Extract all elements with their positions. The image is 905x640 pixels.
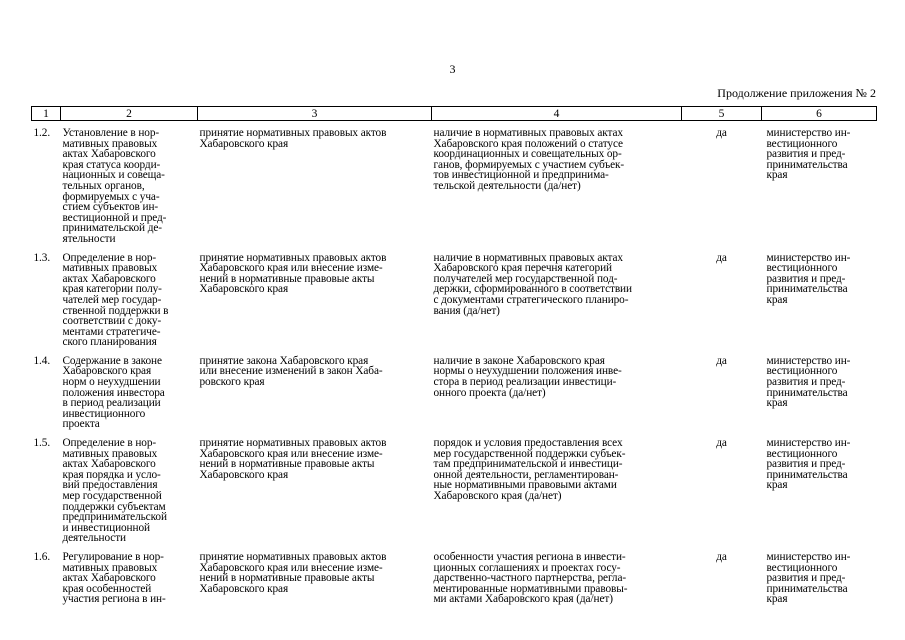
cell-line: дарственно-частного партнерства, регла- xyxy=(433,572,627,585)
cell-line: нормы о неухудшении положения инве- xyxy=(433,365,622,378)
cell-line: вания (да/нет) xyxy=(433,304,500,317)
cell-line: мативных правовых xyxy=(62,447,158,460)
implementation-method xyxy=(198,356,432,438)
cell-line: мер государственной поддержки субъек- xyxy=(433,447,626,460)
cell-line: развития и пред- xyxy=(766,572,846,585)
indicator-value: да xyxy=(716,550,727,563)
cell-line: принимательства xyxy=(766,158,848,171)
cell-line: Определение в нор- xyxy=(62,437,157,450)
implementation-method xyxy=(198,552,432,613)
header-col-1: 1 xyxy=(32,107,61,121)
cell-line: ми актами Хабаровского края (да/нет) xyxy=(433,593,613,606)
cell-line: нений в нормативные правовые акты xyxy=(199,572,375,585)
cell-line: принимательства xyxy=(766,283,848,296)
cell-line: соответствии с доку- xyxy=(62,315,162,328)
cell-line: стием субъектов ин- xyxy=(62,201,159,214)
table-row xyxy=(32,121,877,253)
indicator-value: да xyxy=(716,127,727,139)
implementation-method xyxy=(198,121,432,253)
cell-line: нений в нормативные правовые акты xyxy=(199,272,375,285)
cell-line: наличие в нормативных правовых актах xyxy=(433,251,623,264)
cell-line: принятие нормативных правовых актов xyxy=(199,550,387,563)
cell-line: чателей мер государ- xyxy=(62,293,162,306)
cell-line: ского планирования xyxy=(62,336,157,349)
responsible-body xyxy=(762,438,877,552)
measure-description xyxy=(61,121,198,253)
cell-line: стора в период реализации инвестици- xyxy=(433,376,617,389)
cell-line: принятие закона Хабаровского края xyxy=(199,354,369,367)
cell-line: Хабаровского края xyxy=(199,468,289,481)
row-number: 1.5. xyxy=(33,437,51,450)
cell-line: деятельности xyxy=(62,532,126,545)
cell-line: или внесение изменений в закон Хаба- xyxy=(199,365,383,378)
cell-line: поддержки субъектам xyxy=(62,500,166,513)
cell-line: получателей мер государственной под- xyxy=(433,272,618,285)
cell-line: онной деятельности, регламентирован- xyxy=(433,468,619,481)
table-body xyxy=(32,121,877,613)
cell-line: актах Хабаровского xyxy=(62,272,156,285)
cell-line: там предпринимательской и инвестици- xyxy=(433,458,623,471)
cell-line: Хабаровского края xyxy=(199,137,289,150)
cell-line: министерство ин- xyxy=(766,127,851,139)
cell-line: края порядка и усло- xyxy=(62,468,161,481)
cell-line: Хабаровского края перечня категорий xyxy=(433,262,612,275)
cell-line: особенности участия региона в инвести- xyxy=(433,550,626,563)
cell-line: края xyxy=(766,169,788,182)
cell-line: ционных соглашениях и проектах госу- xyxy=(433,561,621,574)
cell-line: координационных и совещательных ор- xyxy=(433,148,622,161)
cell-line: принимательской де- xyxy=(62,222,162,235)
indicator xyxy=(432,356,682,438)
responsible-body xyxy=(762,356,877,438)
cell-line: края особенностей xyxy=(62,582,152,595)
row-number: 1.4. xyxy=(33,354,51,367)
cell-line: актах Хабаровского xyxy=(62,148,156,161)
cell-line: принятие нормативных правовых актов xyxy=(199,251,387,264)
row-number: 1.3. xyxy=(33,251,51,264)
cell-line: наличие в нормативных правовых актах xyxy=(433,127,623,139)
cell-line: развития и пред- xyxy=(766,376,846,389)
cell-line: с документами стратегического планиро- xyxy=(433,293,629,306)
cell-line: в период реализации xyxy=(62,397,161,410)
cell-line: министерство ин- xyxy=(766,437,851,450)
table-row xyxy=(32,356,877,438)
indicator xyxy=(432,438,682,552)
table-row xyxy=(32,253,877,356)
cell-line: края категории полу- xyxy=(62,283,162,296)
cell-line: края xyxy=(766,479,788,492)
cell-line: ментами стратегиче- xyxy=(62,325,161,338)
cell-line: национных и совеща- xyxy=(62,169,165,182)
cell-line: мативных правовых xyxy=(62,137,158,150)
cell-line: ятельности xyxy=(62,232,116,245)
cell-line: вестиционного xyxy=(766,447,838,460)
header-col-5: 5 xyxy=(682,107,762,121)
cell-line: онного проекта (да/нет) xyxy=(433,386,546,399)
cell-line: принимательства xyxy=(766,582,848,595)
cell-line: актах Хабаровского xyxy=(62,572,156,585)
cell-line: Хабаровского края положений о статусе xyxy=(433,137,623,150)
cell-line: вестиционного xyxy=(766,137,838,150)
cell-line: принятие нормативных правовых актов xyxy=(199,127,387,139)
indicator xyxy=(432,253,682,356)
cell-line: Хабаровского края xyxy=(199,283,289,296)
table-row xyxy=(32,438,877,552)
measure-description xyxy=(61,438,198,552)
measures-table xyxy=(31,106,877,613)
cell-line: Регулирование в нор- xyxy=(62,550,164,563)
cell-line: министерство ин- xyxy=(766,550,851,563)
cell-line: министерство ин- xyxy=(766,251,851,264)
cell-line: актах Хабаровского xyxy=(62,458,156,471)
indicator xyxy=(432,121,682,253)
header-col-6: 6 xyxy=(762,107,877,121)
implementation-method xyxy=(198,438,432,552)
cell-line: вестиционной и пред- xyxy=(62,211,167,224)
header-col-4: 4 xyxy=(432,107,682,121)
cell-line: Хабаровского края или внесение изме- xyxy=(199,447,383,460)
indicator-value: да xyxy=(716,251,727,264)
appendix-caption: Продолжение приложения № 2 xyxy=(717,86,876,100)
cell-line: порядок и условия предоставления всех xyxy=(433,437,623,450)
header-row xyxy=(32,107,877,121)
cell-line: и инвестиционной xyxy=(62,521,150,534)
header-col-3: 3 xyxy=(198,107,432,121)
cell-line: участия региона в ин- xyxy=(62,593,166,606)
cell-line: ные нормативными правовыми актами xyxy=(433,479,617,492)
cell-line: норм о неухудшении xyxy=(62,376,161,389)
cell-line: Установление в нор- xyxy=(62,127,160,139)
cell-line: вестиционного xyxy=(766,262,838,275)
cell-line: вестиционного xyxy=(766,365,838,378)
indicator xyxy=(432,552,682,613)
responsible-body xyxy=(762,552,877,613)
row-number: 1.2. xyxy=(33,127,51,139)
cell-line: проекта xyxy=(62,418,100,431)
cell-line: наличие в законе Хабаровского края xyxy=(433,354,605,367)
cell-line: принятие нормативных правовых актов xyxy=(199,437,387,450)
cell-line: ровского края xyxy=(199,376,265,389)
cell-line: ментированные нормативными правовы- xyxy=(433,582,628,595)
cell-line: края xyxy=(766,593,788,606)
cell-line: Хабаровского края (да/нет) xyxy=(433,490,562,502)
indicator-value: да xyxy=(716,354,727,367)
cell-line: нений в нормативные правовые акты xyxy=(199,458,375,471)
cell-line: тельской деятельности (да/нет) xyxy=(433,179,581,192)
cell-line: мативных правовых xyxy=(62,262,158,275)
cell-line: ственной поддержки в xyxy=(62,304,169,317)
cell-line: развития и пред- xyxy=(766,148,846,161)
cell-line: Хабаровского края или внесение изме- xyxy=(199,561,383,574)
measure-description xyxy=(61,356,198,438)
cell-line: Хабаровского края xyxy=(62,365,152,378)
cell-line: развития и пред- xyxy=(766,272,846,285)
cell-line: края xyxy=(766,293,788,306)
cell-line: Хабаровского края или внесение изме- xyxy=(199,262,383,275)
cell-line: мативных правовых xyxy=(62,561,158,574)
cell-line: принимательства xyxy=(766,386,848,399)
cell-line: края xyxy=(766,397,788,410)
indicator-value: да xyxy=(716,437,727,450)
measure-description xyxy=(61,552,198,613)
cell-line: держки, сформированного в соответствии xyxy=(433,283,632,296)
cell-line: ганов, формируемых с участием субъек- xyxy=(433,158,625,171)
cell-line: края статуса коорди- xyxy=(62,158,161,171)
cell-line: вестиционного xyxy=(766,561,838,574)
cell-line: положения инвестора xyxy=(62,386,165,399)
cell-line: инвестиционного xyxy=(62,407,146,420)
row-number: 1.6. xyxy=(33,550,51,563)
cell-line: предпринимательской xyxy=(62,511,167,524)
cell-line: тов инвестиционной и предпринима- xyxy=(433,169,609,182)
header-col-2: 2 xyxy=(61,107,198,121)
page-number: 3 xyxy=(449,62,456,76)
cell-line: тельных органов, xyxy=(62,179,145,192)
implementation-method xyxy=(198,253,432,356)
cell-line: мер государственной xyxy=(62,490,162,502)
cell-line: принимательства xyxy=(766,468,848,481)
cell-line: формируемых с уча- xyxy=(62,190,160,203)
cell-line: Определение в нор- xyxy=(62,251,157,264)
responsible-body xyxy=(762,253,877,356)
table-row xyxy=(32,552,877,613)
responsible-body xyxy=(762,121,877,253)
cell-line: Содержание в законе xyxy=(62,354,162,367)
cell-line: развития и пред- xyxy=(766,458,846,471)
measure-description xyxy=(61,253,198,356)
cell-line: министерство ин- xyxy=(766,354,851,367)
cell-line: вий предоставления xyxy=(62,479,158,492)
cell-line: Хабаровского края xyxy=(199,582,289,595)
